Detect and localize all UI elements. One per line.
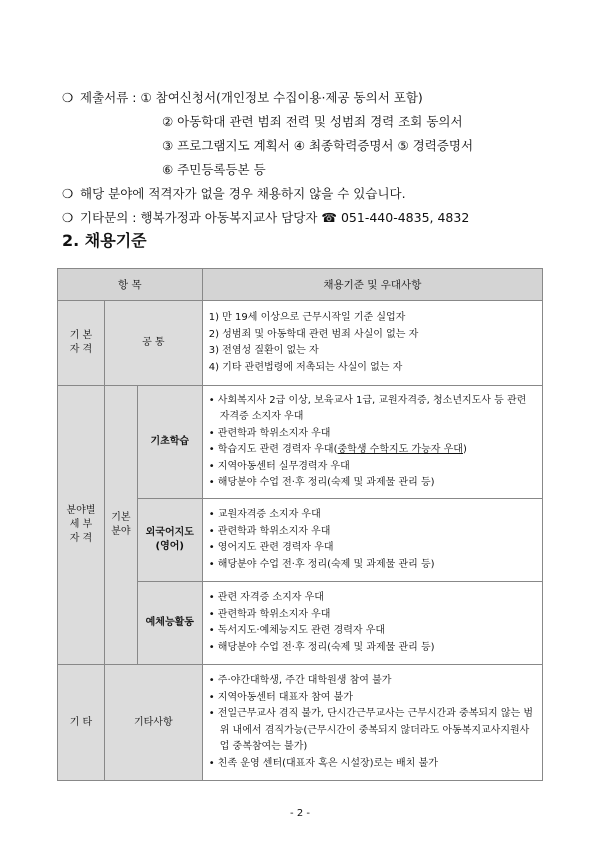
arts-activity-criteria: • 관련 자격증 소지자 우대 • 관련학과 학위소지자 우대 • 독서지도·예체능지도 관련 경력자 우대 • 해당분야 수업 전·후 정리(숙제 및 과제물 관리 등) <box>202 582 542 665</box>
common-label: 공 통 <box>104 301 202 386</box>
table-row-basic <box>58 301 543 386</box>
common-criteria: 1) 만 19세 이상으로 근무시작일 기준 실업자 2) 성범죄 및 아동학대 관련 범죄 사실이 없는 자 3) 전염성 질환이 없는 자 4) 기타 관련법령에 저촉되는 사실이 없는 자 <box>202 301 542 386</box>
info-line-notice: ❍ 해당 분야에 적격자가 없을 경우 채용하지 않을 수 있습니다. <box>62 186 406 201</box>
section-heading: 2. 채용기준 <box>62 231 147 250</box>
foreign-language-label: 외국어지도 (영어) <box>137 499 202 582</box>
etc-sub-label: 기타사항 <box>104 665 202 781</box>
etc-label: 기 타 <box>58 665 105 781</box>
info-line-documents-3: ③ 프로그램지도 계획서 ④ 최종학력증명서 ⑤ 경력증명서 <box>162 138 474 153</box>
header-criteria: 채용기준 및 우대사항 <box>202 269 542 301</box>
submission-info <box>62 86 572 230</box>
basic-field-label: 기본 분야 <box>104 386 137 665</box>
header-item: 항 목 <box>58 269 203 301</box>
field-qualification-label: 분야별 세 부 자 격 <box>58 386 105 665</box>
basic-learning-criteria: • 사회복지사 2급 이상, 보육교사 1급, 교원자격증, 청소년지도사 등 관련 자격증 소지자 우대 • 관련학과 학위소지자 우대 • 학습지도 관련 경력자 우대(중학생 수학지도 가능자 우대) • 지역아동센터 실무경력자 우대 • 해당분야 수업 전·후 정리(숙제 및 과제물 관리 등) <box>202 386 542 499</box>
info-line-documents: ❍ 제출서류 : ① 참여신청서(개인정보 수집이용·제공 동의서 포함) <box>62 90 423 105</box>
info-line-contact: ❍ 기타문의 : 행복가정과 아동복지교사 담당자 ☎ 051-440-4835, 4832 <box>62 210 470 225</box>
foreign-language-criteria: • 교원자격증 소지자 우대 • 관련학과 학위소지자 우대 • 영어지도 관련 경력자 우대 • 해당분야 수업 전·후 정리(숙제 및 과제물 관리 등) <box>202 499 542 582</box>
info-line-documents-2: ② 아동학대 관련 범죄 전력 및 성범죄 경력 조회 동의서 <box>162 114 463 129</box>
etc-criteria: • 주·야간대학생, 주간 대학원생 참여 불가 • 지역아동센터 대표자 참여 불가 • 전일근무교사 겸직 불가, 단시간근무교사는 근무시간과 중복되지 않는 범위 내에서 겸직가능(근무시간이 중복되지 않더라도 아동복지교사지원사업 중복참여는 불가) • 친족 운영 센터(대표자 혹은 시설장)로는 배치 불가 <box>202 665 542 781</box>
page-number: - 2 - <box>290 808 310 819</box>
arts-activity-label: 예체능활동 <box>137 582 202 665</box>
basic-qualification-label: 기 본 자 격 <box>58 301 105 386</box>
basic-learning-label: 기초학습 <box>137 386 202 499</box>
criteria-table <box>57 268 543 781</box>
table-row-etc <box>58 665 543 781</box>
table-row-basic-learning <box>58 386 543 499</box>
info-line-documents-4: ⑥ 주민등록등본 등 <box>162 162 266 177</box>
table-header-row <box>58 269 543 301</box>
